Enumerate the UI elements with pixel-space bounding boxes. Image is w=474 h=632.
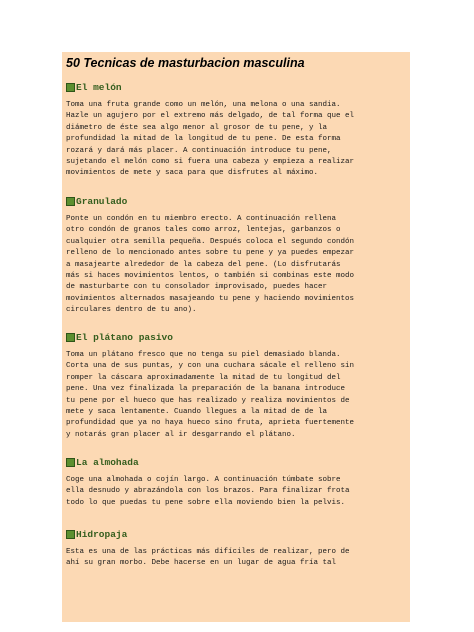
document-page	[62, 52, 410, 622]
section-body-melon: Toma una fruta grande como un melón, una melona o una sandia. Hazle un agujero por el extremo más delgado, de tal forma que el diámetro de éste sea algo menor al grosor de tu pene, y la profundidad la mitad de la longitud de tu pene. De esta forma rozará y dará más placer. A continuación introduce tu pene, sujetando el melón como si fuera una cabeza y empieza a realizar movimientos de mete y saca para que disfrutes al máximo.	[66, 101, 355, 178]
section-heading-label: El melón	[76, 82, 122, 93]
section-heading-hidropaja	[66, 529, 127, 540]
section-heading-platano	[66, 332, 173, 343]
section-heading-label: Granulado	[76, 196, 128, 207]
bullet-image-icon	[66, 197, 75, 206]
section-heading-melon	[66, 82, 122, 93]
section-body-hidropaja: Esta es una de las prácticas más difíciles de realizar, pero de ahí su gran morbo. Debe hacerse en un lugar de agua fría tal	[66, 548, 350, 568]
section-body-platano: Toma un plátano fresco que no tenga su piel demasiado blanda. Corta una de sus puntas, y con una cuchara sácale el relleno sin romper la cáscara aproximadamente la mitad de tu longitud del pene. Una vez finalizada la preparación de la banana introduce tu pene por el hueco que has realizado y realiza movimientos de mete y saca lentamente. Cuando llegues a la mitad de de la profundidad que ya no haya hueco sino fruta, aprieta fuertemente y notarás gran placer al ir desgarrando el plátano.	[66, 351, 355, 439]
bullet-image-icon	[66, 458, 75, 467]
section-heading-label: Hidropaja	[76, 529, 128, 540]
section-heading-granulado	[66, 196, 127, 207]
bullet-image-icon	[66, 333, 75, 342]
bullet-image-icon	[66, 83, 75, 92]
section-heading-almohada	[66, 457, 139, 468]
section-heading-label: La almohada	[76, 457, 139, 468]
document-title: 50 Tecnicas de masturbacion masculina	[66, 56, 305, 70]
bullet-image-icon	[66, 530, 75, 539]
section-body-granulado: Ponte un condón en tu miembro erecto. A continuación rellena otro condón de granos tales como arroz, lentejas, garbanzos o cualquier otra semilla pequeña. Después coloca el segundo condón relleno de lo mencionado antes sobre tu pene y ya puedes empezar a masajearte alrededor de la cabeza del pene. (Lo disfrutarás más si haces movimientos lentos, o también si combinas este modo de masturbarte con tu consolador improvisado, puedes hacer movimientos alternados masajeando tu pene y haciendo movimientos circulares dentro de tu ano).	[66, 215, 355, 315]
section-body-almohada: Coge una almohada o cojín largo. A continuación túmbate sobre ella desnudo y abrazándola con los brazos. Para finalizar frota todo lo que puedas tu pene sobre ella moviendo bien la pelvis.	[66, 476, 350, 507]
section-heading-label: El plátano pasivo	[76, 332, 173, 343]
